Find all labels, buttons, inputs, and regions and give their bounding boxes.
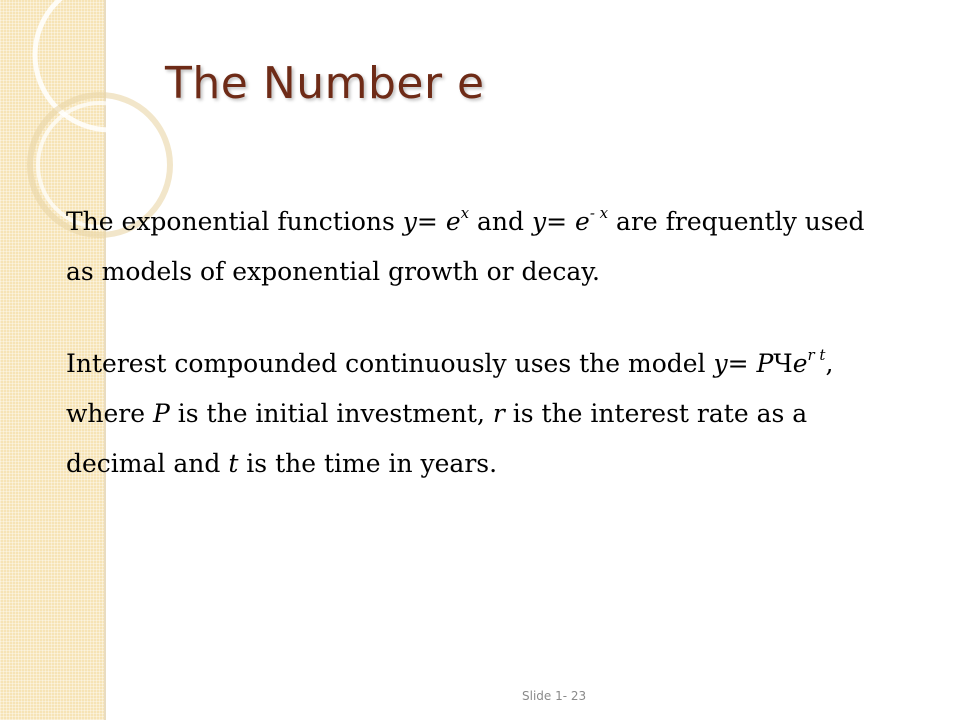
var-rate: r bbox=[492, 399, 505, 428]
slide-number: Slide 1- 23 bbox=[522, 689, 587, 703]
paragraph-continuous-interest bbox=[66, 339, 896, 489]
eq1-equals: = bbox=[416, 207, 446, 236]
eq2-lhs: y bbox=[531, 207, 547, 236]
slide-title: The Number e bbox=[165, 58, 485, 109]
eq2-exponent: - x bbox=[589, 204, 609, 222]
eq1-exponent: x bbox=[460, 204, 470, 222]
p1-outro: are frequently used as models of exponential growth or decay. bbox=[66, 207, 865, 286]
p2-intro: Interest compounded continuously uses the model bbox=[66, 349, 714, 378]
model-equals: = bbox=[727, 349, 757, 378]
p1-intro: The exponential functions bbox=[66, 207, 403, 236]
paragraph-exponential-functions bbox=[66, 197, 896, 297]
p2-outro: is the time in years. bbox=[238, 449, 498, 478]
model-multiply-glyph: Ч bbox=[773, 349, 793, 378]
p2-mid1: , where bbox=[66, 349, 834, 428]
eq2-equals: = bbox=[546, 207, 576, 236]
p2-mid2: is the initial investment, bbox=[169, 399, 493, 428]
var-time: t bbox=[228, 449, 239, 478]
p1-conjunction: and bbox=[469, 207, 532, 236]
eq1-lhs: y bbox=[402, 207, 417, 236]
var-principal: P bbox=[153, 399, 170, 428]
model-lhs: y bbox=[713, 349, 728, 378]
model-principal: P bbox=[756, 349, 774, 378]
eq2-base: e bbox=[575, 207, 590, 236]
eq1-base: e bbox=[445, 207, 461, 236]
p2-mid3: is the interest rate as a decimal and bbox=[66, 399, 808, 478]
model-base: e bbox=[792, 349, 808, 378]
model-exponent: r t bbox=[807, 346, 826, 364]
